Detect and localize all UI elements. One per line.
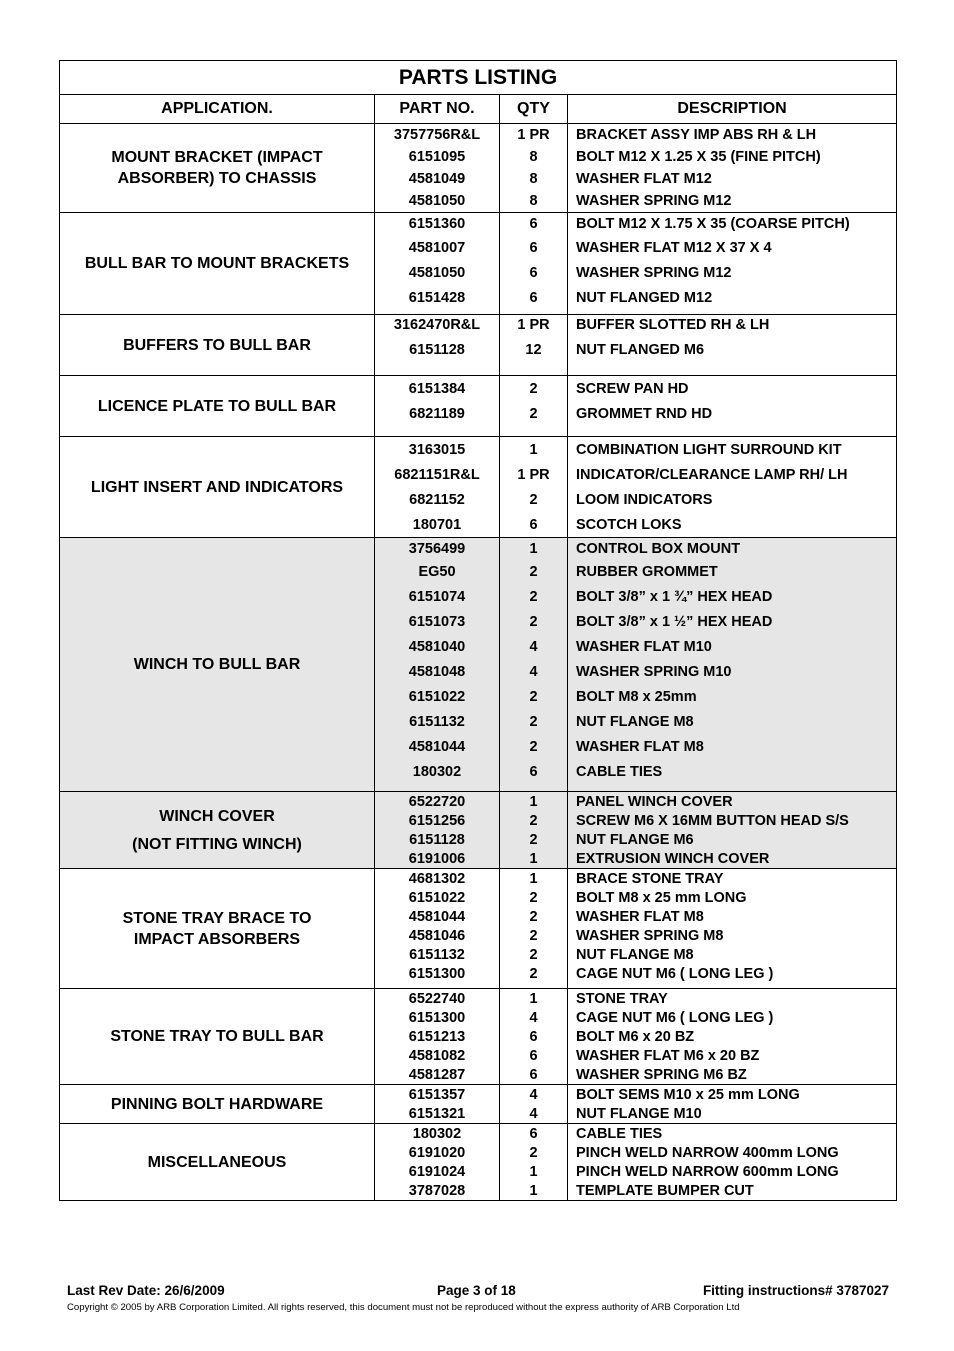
- description: WASHER FLAT M8: [576, 908, 704, 925]
- quantity: 1: [529, 540, 538, 557]
- part-number: 6151360: [408, 216, 466, 232]
- part-number-cell: [375, 989, 500, 1085]
- description-cell: [568, 792, 897, 869]
- description: COMBINATION LIGHT SURROUND KIT: [576, 441, 842, 458]
- quantity: 6: [529, 1066, 538, 1083]
- description: LOOM INDICATORS: [576, 491, 713, 508]
- application-label: BULL BAR TO MOUNT BRACKETS: [84, 255, 350, 272]
- parts-group-row: [60, 989, 897, 1085]
- quantity: 6: [529, 239, 538, 256]
- part-number: 4581082: [408, 1047, 466, 1064]
- description: BRACE STONE TRAY: [576, 870, 724, 887]
- quantity: 4: [529, 638, 538, 655]
- description-cell: [568, 437, 897, 538]
- part-number: 6151128: [409, 831, 465, 848]
- part-number: 4581287: [408, 1066, 466, 1083]
- part-number: 3163015: [408, 441, 466, 458]
- part-number: 6151357: [408, 1086, 466, 1103]
- application-label: PINNING BOLT HARDWARE: [110, 1095, 324, 1113]
- description: WASHER FLAT M10: [576, 638, 712, 655]
- quantity: 12: [525, 341, 542, 358]
- table-title: PARTS LISTING: [60, 61, 897, 95]
- quantity: 1: [529, 870, 538, 887]
- application-label: BUFFERS TO BULL BAR: [123, 336, 311, 354]
- quantity-cell: [500, 989, 568, 1085]
- part-number: 6151073: [408, 613, 466, 630]
- part-number: 180701: [412, 516, 462, 533]
- description-cell: [568, 1085, 897, 1124]
- part-number-cell: [375, 1124, 500, 1201]
- part-number: 6522740: [408, 990, 466, 1007]
- description-cell: [568, 315, 897, 376]
- part-number-cell: [375, 869, 500, 989]
- quantity: 6: [529, 516, 538, 533]
- quantity: 4: [529, 663, 538, 680]
- part-number: 6151022: [408, 688, 466, 705]
- description: CABLE TIES: [576, 763, 663, 780]
- quantity-cell: [500, 1085, 568, 1124]
- quantity: 1 PR: [517, 127, 550, 143]
- application-label: LIGHT INSERT AND INDICATORS: [90, 478, 344, 496]
- description: BUFFER SLOTTED RH & LH: [576, 316, 770, 333]
- quantity: 2: [529, 563, 538, 580]
- quantity: 1: [529, 441, 538, 458]
- part-number: 4681302: [408, 870, 466, 887]
- quantity: 2: [529, 491, 538, 508]
- description: BOLT M12 X 1.75 X 35 (COARSE PITCH): [576, 216, 850, 232]
- description: CAGE NUT M6 ( LONG LEG ): [576, 1009, 774, 1026]
- parts-group-row: [60, 437, 897, 538]
- quantity-cell: [500, 124, 568, 213]
- application-cell: [60, 869, 375, 989]
- description-cell: [568, 1124, 897, 1201]
- quantity: 6: [529, 1047, 538, 1064]
- part-number-cell: [375, 213, 500, 315]
- part-number: 6151256: [408, 812, 466, 829]
- quantity: 1 PR: [517, 316, 550, 333]
- application-cell: [60, 124, 375, 213]
- part-number: 3756499: [408, 540, 466, 557]
- quantity: 1: [529, 850, 538, 867]
- part-number: 4581048: [408, 663, 466, 680]
- parts-group-row: [60, 213, 897, 315]
- description: NUT FLANGED M6: [576, 341, 705, 358]
- header-description: DESCRIPTION: [568, 95, 897, 124]
- description: PINCH WELD NARROW 600mm LONG: [576, 1163, 839, 1180]
- part-number: 4581050: [408, 264, 466, 281]
- description-cell: [568, 989, 897, 1085]
- quantity: 6: [529, 1125, 538, 1142]
- part-number: 4581046: [408, 927, 466, 944]
- parts-group-row: [60, 1124, 897, 1201]
- part-number-cell: [375, 437, 500, 538]
- quantity-cell: [500, 437, 568, 538]
- quantity: 6: [529, 763, 538, 780]
- last-rev-date: Last Rev Date: 26/6/2009: [67, 1283, 225, 1298]
- part-number: 4581007: [408, 239, 466, 256]
- quantity: 1: [529, 990, 538, 1007]
- description: WASHER SPRING M6 BZ: [576, 1066, 747, 1083]
- quantity-cell: [500, 1124, 568, 1201]
- application-label: IMPACT ABSORBERS: [133, 930, 301, 948]
- application-label: (NOT FITTING WINCH): [132, 835, 302, 853]
- description: BOLT M12 X 1.25 X 35 (FINE PITCH): [576, 149, 821, 165]
- quantity: 4: [529, 1105, 538, 1122]
- header-qty: QTY: [500, 95, 568, 124]
- description: PINCH WELD NARROW 400mm LONG: [576, 1144, 839, 1161]
- part-number: 6151384: [408, 380, 466, 397]
- quantity: 2: [529, 613, 538, 630]
- quantity: 6: [529, 289, 538, 306]
- description: BOLT M8 x 25mm: [576, 688, 697, 705]
- part-number: 4581044: [408, 908, 466, 925]
- description: SCREW M6 X 16MM BUTTON HEAD S/S: [576, 812, 849, 829]
- quantity-cell: [500, 213, 568, 315]
- part-number-cell: [375, 376, 500, 437]
- description-cell: [568, 538, 897, 792]
- application-cell: [60, 1085, 375, 1124]
- quantity: 2: [529, 713, 538, 730]
- application-label: LICENCE PLATE TO BULL BAR: [97, 397, 337, 415]
- description: CAGE NUT M6 ( LONG LEG ): [576, 965, 774, 982]
- application-cell: [60, 792, 375, 869]
- application-cell: [60, 1124, 375, 1201]
- fitting-instructions-number: Fitting instructions# 3787027: [702, 1283, 889, 1298]
- part-number: 4581049: [408, 171, 466, 187]
- parts-group-row: [60, 376, 897, 437]
- quantity: 2: [529, 1144, 538, 1161]
- application-cell: [60, 437, 375, 538]
- quantity: 2: [529, 738, 538, 755]
- part-number: 4581040: [408, 638, 466, 655]
- description: NUT FLANGE M8: [576, 946, 694, 963]
- description: CONTROL BOX MOUNT: [576, 540, 741, 557]
- part-number: 6191024: [408, 1163, 466, 1180]
- part-number: 6151022: [408, 889, 466, 906]
- description: WASHER FLAT M12: [576, 171, 712, 187]
- description: NUT FLANGE M8: [576, 713, 694, 730]
- part-number: 3787028: [408, 1182, 466, 1199]
- description: EXTRUSION WINCH COVER: [576, 850, 770, 867]
- application-cell: [60, 989, 375, 1085]
- description: INDICATOR/CLEARANCE LAMP RH/ LH: [576, 466, 848, 483]
- part-number-cell: [375, 315, 500, 376]
- quantity: 6: [529, 1028, 538, 1045]
- quantity: 8: [529, 171, 538, 187]
- part-number: 6151095: [408, 149, 466, 165]
- quantity: 1 PR: [517, 466, 550, 483]
- quantity: 2: [529, 927, 538, 944]
- part-number: 6191006: [408, 850, 466, 867]
- table-header-row: [60, 95, 897, 124]
- description: NUT FLANGED M12: [576, 289, 713, 306]
- quantity: 4: [529, 1009, 538, 1026]
- quantity: 2: [529, 889, 538, 906]
- description-cell: [568, 124, 897, 213]
- part-number-cell: [375, 1085, 500, 1124]
- description: SCREW PAN HD: [576, 380, 689, 397]
- part-number: 3757756R&L: [393, 127, 481, 143]
- part-number-cell: [375, 538, 500, 792]
- footer: [67, 1283, 889, 1301]
- description: NUT FLANGE M6: [576, 831, 694, 848]
- part-number: 6151132: [409, 946, 465, 963]
- parts-group-row: [60, 792, 897, 869]
- application-cell: [60, 376, 375, 437]
- part-number: 4581044: [408, 738, 466, 755]
- description: WASHER SPRING M8: [576, 927, 724, 944]
- part-number: 6151128: [409, 341, 465, 358]
- quantity-cell: [500, 538, 568, 792]
- quantity: 2: [529, 831, 538, 848]
- description: GROMMET RND HD: [576, 405, 713, 422]
- application-cell: [60, 538, 375, 792]
- description: NUT FLANGE M10: [576, 1105, 702, 1122]
- quantity: 6: [529, 264, 538, 281]
- header-part-no: PART NO.: [375, 95, 500, 124]
- quantity: 2: [529, 688, 538, 705]
- quantity: 2: [529, 965, 538, 982]
- description: BOLT M6 x 20 BZ: [576, 1028, 695, 1045]
- description: SCOTCH LOKS: [576, 516, 682, 533]
- quantity: 4: [529, 1086, 538, 1103]
- parts-body: [60, 124, 897, 1201]
- quantity: 1: [529, 1182, 538, 1199]
- description: BOLT 3/8” x 1 ½” HEX HEAD: [576, 613, 773, 630]
- quantity: 2: [529, 588, 538, 605]
- application-cell: [60, 213, 375, 315]
- quantity: 2: [529, 812, 538, 829]
- description: TEMPLATE BUMPER CUT: [576, 1182, 754, 1199]
- quantity: 8: [529, 193, 538, 209]
- part-number: 6821189: [409, 405, 465, 422]
- quantity: 1: [529, 1163, 538, 1180]
- part-number: 6821152: [409, 491, 465, 508]
- part-number: 180302: [412, 763, 462, 780]
- application-label: WINCH TO BULL BAR: [133, 656, 301, 673]
- description-cell: [568, 869, 897, 989]
- application-cell: [60, 315, 375, 376]
- quantity-cell: [500, 869, 568, 989]
- part-number: EG50: [418, 563, 456, 580]
- description: BOLT SEMS M10 x 25 mm LONG: [576, 1086, 800, 1103]
- parts-listing-table: [59, 60, 897, 1201]
- description: BRACKET ASSY IMP ABS RH & LH: [576, 127, 817, 143]
- part-number-cell: [375, 124, 500, 213]
- part-number: 4581050: [408, 193, 466, 209]
- part-number: 3162470R&L: [393, 316, 481, 333]
- quantity: 2: [529, 908, 538, 925]
- part-number: 6151321: [408, 1105, 466, 1122]
- quantity: 2: [529, 946, 538, 963]
- parts-group-row: [60, 869, 897, 989]
- part-number: 6151132: [409, 713, 465, 730]
- copyright-notice: Copyright © 2005 by ARB Corporation Limited. All rights reserved, this document must not be reproduced without the express authority of ARB Corporation Ltd: [67, 1302, 740, 1313]
- quantity-cell: [500, 315, 568, 376]
- description: BOLT M8 x 25 mm LONG: [576, 889, 747, 906]
- quantity: 6: [529, 216, 538, 232]
- description: BOLT 3/8” x 1 ¾” HEX HEAD: [576, 588, 773, 605]
- description: CABLE TIES: [576, 1125, 663, 1142]
- description: WASHER SPRING M12: [576, 264, 732, 281]
- page-number: Page 3 of 18: [437, 1283, 516, 1298]
- part-number: 6151300: [408, 965, 466, 982]
- quantity: 1: [529, 793, 538, 810]
- quantity: 2: [529, 380, 538, 397]
- quantity-cell: [500, 376, 568, 437]
- quantity-cell: [500, 792, 568, 869]
- description: WASHER FLAT M12 X 37 X 4: [576, 239, 772, 256]
- part-number: 6151300: [408, 1009, 466, 1026]
- application-label: MOUNT BRACKET (IMPACT: [111, 149, 323, 166]
- part-number: 6151428: [408, 289, 466, 306]
- part-number-cell: [375, 792, 500, 869]
- application-label: STONE TRAY BRACE TO: [122, 909, 312, 927]
- description: PANEL WINCH COVER: [576, 793, 733, 810]
- part-number: 6522720: [408, 793, 466, 810]
- quantity: 2: [529, 405, 538, 422]
- part-number: 6191020: [408, 1144, 466, 1161]
- part-number: 6821151R&L: [394, 466, 480, 483]
- parts-group-row: [60, 315, 897, 376]
- quantity: 8: [529, 149, 538, 165]
- application-label: MISCELLANEOUS: [147, 1153, 287, 1171]
- description: WASHER SPRING M12: [576, 193, 732, 209]
- part-number: 6151213: [408, 1028, 466, 1045]
- parts-group-row: [60, 538, 897, 792]
- description: WASHER FLAT M8: [576, 738, 704, 755]
- description: RUBBER GROMMET: [576, 563, 718, 580]
- description-cell: [568, 376, 897, 437]
- application-label: STONE TRAY TO BULL BAR: [110, 1028, 324, 1045]
- description: STONE TRAY: [576, 990, 668, 1007]
- application-label: ABSORBER) TO CHASSIS: [117, 170, 317, 187]
- description: WASHER SPRING M10: [576, 663, 732, 680]
- part-number: 6151074: [408, 588, 466, 605]
- parts-group-row: [60, 1085, 897, 1124]
- application-label: WINCH COVER: [159, 807, 275, 825]
- part-number: 180302: [412, 1125, 462, 1142]
- description: WASHER FLAT M6 x 20 BZ: [576, 1047, 760, 1064]
- description-cell: [568, 213, 897, 315]
- header-application: APPLICATION.: [60, 95, 375, 124]
- parts-group-row: [60, 124, 897, 213]
